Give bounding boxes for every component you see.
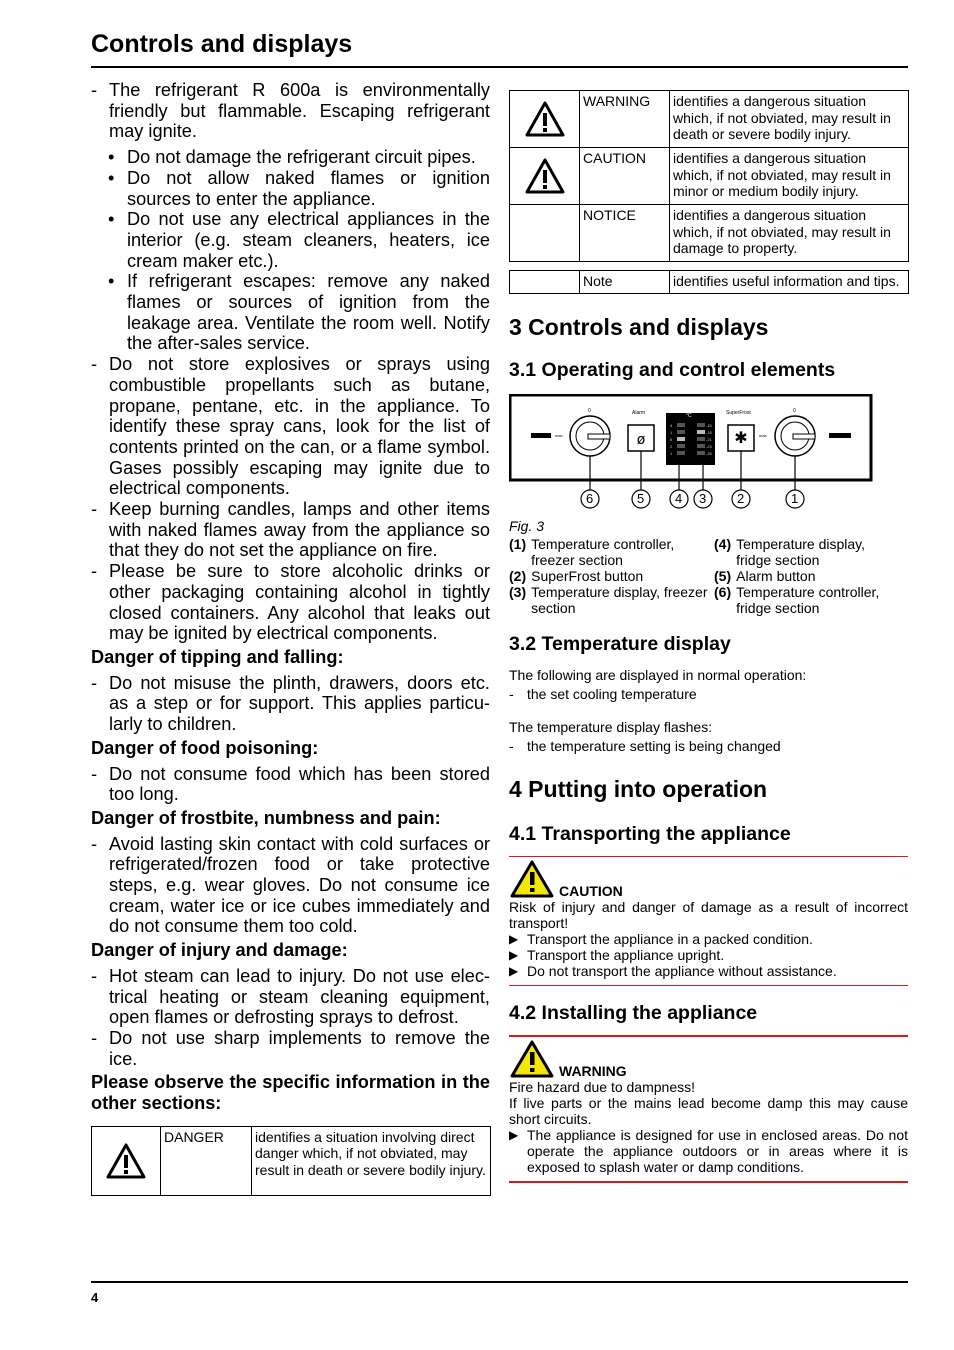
list-item: • Do not use any electrical appliances in the interior (e.g. steam cleaners, heaters, ice cream maker etc.). [91, 209, 490, 271]
warning-notice [509, 1039, 908, 1175]
list-item: - the set cooling temperature [509, 686, 908, 702]
list-item: - The refrigerant R 600a is environmentally friendly but flammable. Escaping refrigerant may ignite. [91, 80, 490, 142]
svg-text:✱: ✱ [734, 428, 748, 447]
figure-caption: Fig. 3 [509, 518, 545, 534]
warning-triangle-icon [524, 157, 566, 195]
divider [509, 985, 908, 986]
list-item: ▶ Transport the appliance in a packed condition. [509, 931, 908, 947]
list-item: • If refrigerant escapes: remove any naked flames or sources of ignition from the leakage area. Ventilate the room well. Notify the after-sales service. [91, 271, 490, 354]
paragraph: The following are displayed in normal operation: [509, 667, 807, 683]
subheading: Danger of injury and damage: [91, 940, 348, 961]
subheading: Danger of food poisoning: [91, 737, 319, 758]
section-heading: 3 Controls and displays [509, 314, 769, 340]
list-item: - Hot steam can lead to injury. Do not use elec-trical heating or steam cleaning equipment, open flames or defrosting sprays to defrost. [91, 966, 490, 1028]
subsection-heading: 4.2 Installing the appliance [509, 1002, 758, 1024]
max-label: max. [555, 433, 564, 438]
zero-label: 0 [588, 408, 591, 414]
callout-6: 6 [586, 491, 594, 506]
max-label: max. [759, 433, 768, 438]
list-item: - Please be sure to store alcoholic drinks or other packaging containing alcohol in tightly closed containers. Any alcohol that leaks out may be ignited by electrical components. [91, 561, 490, 644]
callout-5: 5 [637, 491, 645, 506]
alarm-label: Alarm [632, 410, 646, 416]
callout-1: 1 [791, 491, 799, 506]
divider [509, 1181, 908, 1183]
list-item: - the temperature setting is being changed [509, 738, 908, 754]
celsius-label: °C [686, 413, 692, 419]
table-row [510, 205, 909, 262]
freezer-scale: -15 -18 -21 -23 -26 [706, 423, 712, 456]
signal-word: CAUTION [580, 148, 670, 205]
signal-word: NOTICE [580, 205, 670, 262]
caution-triangle-icon [509, 859, 555, 899]
note-table [509, 270, 909, 294]
list-item: - Do not consume food which has been stored too long. [91, 764, 490, 805]
signal-description: identifies useful information and tips. [670, 271, 909, 294]
fridge-scale: 4 1 6 2 1 [670, 423, 673, 456]
safety-column [91, 80, 490, 1196]
warning-triangle-icon [509, 1039, 555, 1079]
divider [509, 856, 908, 857]
list-item: - Do not use sharp implements to remove the ice. [91, 1028, 490, 1069]
callout-3: 3 [699, 491, 707, 506]
callout-4: 4 [675, 491, 683, 506]
paragraph: Fire hazard due to dampness! [509, 1079, 695, 1095]
subsection-heading: 4.1 Transporting the appliance [509, 823, 791, 845]
signal-word: WARNING [580, 91, 670, 148]
right-column [509, 90, 908, 1183]
list-item: ▶ Do not transport the appliance without assistance. [509, 963, 908, 979]
svg-text:ø: ø [636, 432, 646, 448]
danger-icon-cell [92, 1126, 161, 1195]
list-item: • Do not allow naked flames or ignition sources to enter the appliance. [91, 168, 490, 209]
subsection-heading: 3.1 Operating and control elements [509, 359, 836, 381]
signal-word: DANGER [161, 1126, 252, 1195]
danger-table [91, 1126, 491, 1196]
divider [509, 1035, 908, 1037]
signal-description: identifies a dangerous situation which, if not obviated, may result in minor or medium bodily injury. [670, 148, 909, 205]
caution-notice [509, 859, 908, 979]
subheading: Please observe the specific information in the other sections: [91, 1072, 490, 1114]
subheading: Danger of frostbite, numbness and pain: [91, 807, 441, 828]
paragraph: Risk of injury and danger of damage as a result of incorrect transport! [509, 899, 908, 931]
superfrost-label: SuperFrost [726, 410, 751, 416]
section-heading: 4 Putting into operation [509, 776, 768, 802]
signal-description: identifies a dangerous situation which, if not obviated, may result in death or severe bodily injury. [670, 91, 909, 148]
warning-triangle-icon [105, 1142, 147, 1180]
list-item: ▶ The appliance is designed for use in enclosed areas. Do not operate the appliance outdoors or in areas where it is exposed to splash water or damp conditions. [509, 1127, 908, 1175]
list-item: - Avoid lasting skin contact with cold surfaces or refrigerated/frozen food or take protective steps, e.g. wear gloves. Do not consume ice cream, water ice or ice cubes immediately and do not consume them too cold. [91, 834, 490, 938]
list-item: ▶ Transport the appliance upright. [509, 947, 908, 963]
signal-word: Note [580, 271, 670, 294]
control-panel-figure [509, 394, 908, 524]
signal-word: CAUTION [559, 883, 623, 899]
subheading: Danger of tipping and falling: [91, 646, 344, 667]
subsection-heading: 3.2 Temperature display [509, 633, 731, 655]
footer-rule [91, 1281, 908, 1283]
header-rule [91, 66, 908, 68]
paragraph: If live parts or the mains lead become damp this may cause short circuits. [509, 1095, 908, 1127]
list-item: • Do not damage the refrigerant circuit pipes. [91, 147, 490, 168]
list-item: - Do not store explosives or sprays using combustible propellants such as butane, propane, pentane, etc. in the appliance. To identify these spray cans, look for the list of contents printed on the can, or a flame symbol. Gases possibly escaping may ignite due to electrical components. [91, 354, 490, 499]
zero-label: 0 [793, 408, 796, 414]
page-header-title: Controls and displays [91, 30, 353, 58]
figure-legend: (1) Temperature controller, freezer section (2) SuperFrost button (3) Temperature display, freezer section (4) Temperature display, fridge section (5) Alarm button (6) Temperature controller, fridge section [509, 536, 880, 616]
page-number: 4 [91, 1290, 99, 1305]
list-item: - Keep burning candles, lamps and other items with naked flames away from the appliance so that they do not set the appliance on fire. [91, 499, 490, 561]
signal-word: WARNING [559, 1063, 627, 1079]
table-row [510, 148, 909, 205]
list-item: - Do not misuse the plinth, drawers, doors etc. as a step or for support. This applies particu-larly to children. [91, 673, 490, 735]
signal-table [509, 90, 909, 262]
callout-2: 2 [737, 491, 745, 506]
signal-description: identifies a dangerous situation which, if not obviated, may result in damage to property. [670, 205, 909, 262]
signal-description: identifies a situation involving direct danger which, if not obviated, may result in death or severe bodily injury. [252, 1126, 491, 1195]
table-row [510, 91, 909, 148]
paragraph: The temperature display flashes: [509, 719, 713, 735]
warning-triangle-icon [524, 100, 566, 138]
